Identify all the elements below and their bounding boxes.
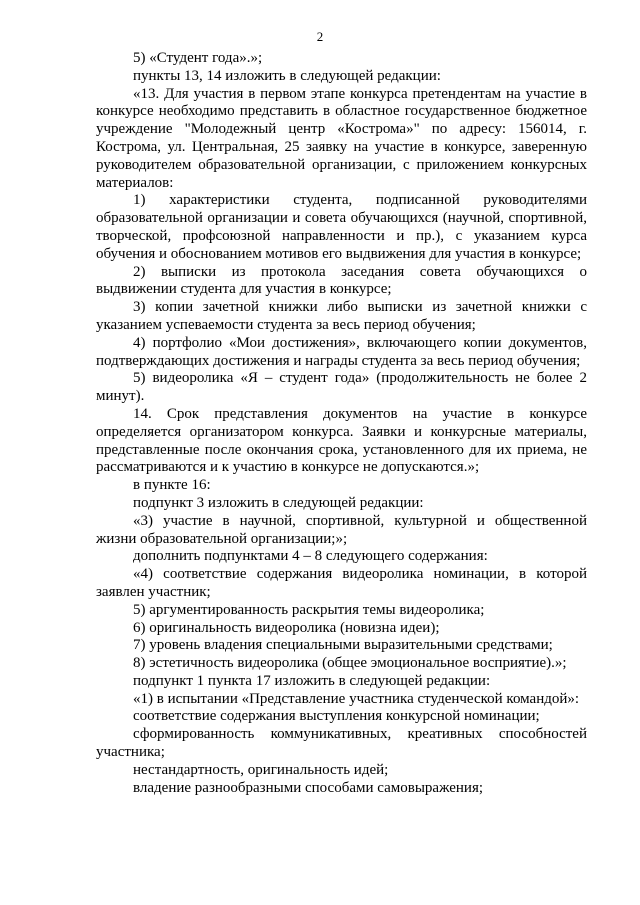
paragraph: сформированность коммуникативных, креативных способностей участника; [96,726,587,761]
paragraph: «13. Для участия в первом этапе конкурса претендентам на участие в конкурсе необходимо представить в областное государственное бюджетное учреждение "Молодежный центр «Кострома»" по адресу: 156014, г. Кострома, ул. Центральная, 25 заявку на участие в конкурсе, заверенную руководителем образовательной организации, с приложением конкурсных материалов: [96,85,587,191]
paragraph: 3) копии зачетной книжки либо выписки из зачетной книжки с указанием успеваемости студента за весь период обучения; [96,299,587,333]
paragraph: владение разнообразными способами самовыражения; [133,779,484,796]
paragraph: подпункт 3 изложить в следующей редакции: [133,494,424,511]
paragraph: «1) в испытании «Представление участника студенческой командой»: [133,690,580,707]
paragraph: пункты 13, 14 изложить в следующей редакции: [133,67,441,84]
paragraph: 5) «Студент года».»; [133,50,263,66]
paragraph: в пункте 16: [133,477,211,494]
paragraph: нестандартность, оригинальность идей; [133,761,389,778]
paragraph: соответствие содержания выступления конкурсной номинации; [133,708,540,725]
page-number: 2 [316,29,324,44]
paragraph: 14. Срок представления документов на участие в конкурсе определяется организатором конкурса. Заявки и конкурсные материалы, представленные после окончания срока, установленного для их приема, не рассматриваются и к участию в конкурсе не допускаются.»; [96,405,587,476]
document-body [96,50,587,797]
paragraph: 4) портфолио «Мои достижения», включающего копии документов, подтверждающих достижения и награды студента за весь период обучения; [96,334,587,369]
paragraph: 6) оригинальность видеоролика (новизна идеи); [133,619,440,636]
paragraph: подпункт 1 пункта 17 изложить в следующей редакции: [133,672,491,689]
paragraph: дополнить подпунктами 4 – 8 следующего содержания: [133,548,488,565]
paragraph: «4) соответствие содержания видеоролика номинации, в которой заявлен участник; [96,566,587,600]
paragraph: 5) видеоролика «Я – студент года» (продолжительность не более 2 минут). [96,370,587,405]
paragraph: 8) эстетичность видеоролика (общее эмоциональное восприятие).»; [133,655,567,672]
paragraph: 7) уровень владения специальными выразительными средствами; [133,637,553,654]
paragraph: 5) аргументированность раскрытия темы видеоролика; [133,601,485,618]
paragraph: 2) выписки из протокола заседания совета обучающихся о выдвижении студента для участия в конкурсе; [96,263,587,298]
paragraph: «3) участие в научной, спортивной, культурной и общественной жизни образовательной организации;»; [96,512,587,547]
paragraph: 1) характеристики студента, подписанной руководителями образовательной организации и совета обучающихся (научной, спортивной, творческой, профсоюзной направленности и пр.), с указанием курса обучения и обоснованием мотивов его выдвижения для участия в конкурсе; [96,192,587,262]
